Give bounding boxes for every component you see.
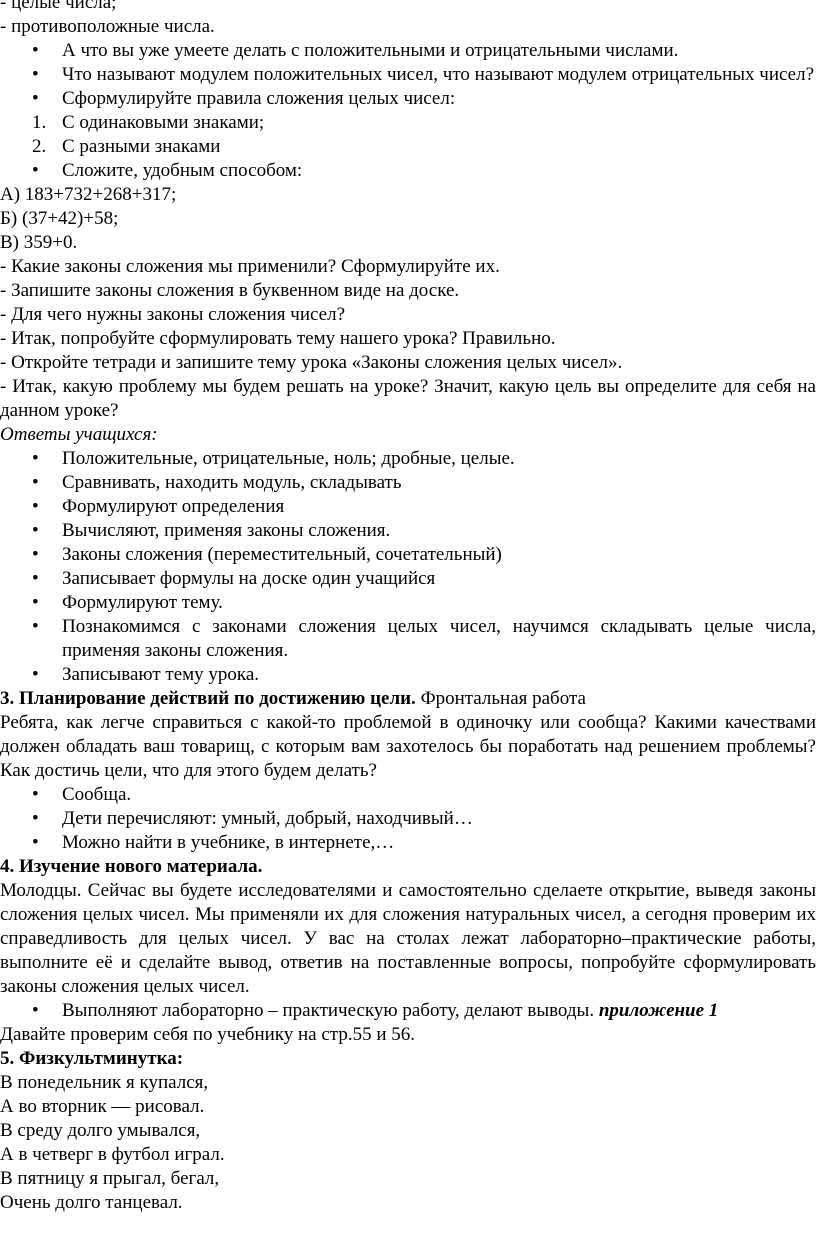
answer-item: • Законы сложения (переместительный, сочетательный) [0, 543, 816, 567]
task-item: • Сложите, удобным способом: [0, 159, 816, 183]
answer-item: • Сравнивать, находить модуль, складывать [0, 471, 816, 495]
section-3-bullet: • Дети перечисляют: умный, добрый, находчивый… [0, 807, 816, 831]
question-item: • Что называют модулем положительных чисел, что называют модулем отрицательных чисел? [0, 63, 816, 87]
dash-line: - Откройте тетради и запишите тему урока «Законы сложения целых чисел». [0, 352, 623, 373]
answer-item: • Записывает формулы на доске один учащийся [0, 567, 816, 591]
numbered-item [0, 111, 816, 135]
section-3-bullet: • Сообща. [0, 783, 816, 807]
dash-line: - Итак, попробуйте сформулировать тему нашего урока? Правильно. [0, 328, 556, 349]
section-4-check: Давайте проверим себя по учебнику на стр.55 и 56. [0, 1024, 415, 1045]
question-item: • Сформулируйте правила сложения целых чисел: [0, 87, 816, 111]
example-line: В) 359+0. [0, 232, 78, 253]
question-item: • А что вы уже умеете делать с положительными и отрицательными числами. [0, 39, 816, 63]
answer-item: • Формулируют тему. [0, 591, 816, 615]
item-text: С разными знаками [62, 136, 221, 157]
answer-item: • Формулируют определения [0, 495, 816, 519]
section-4-paragraph: Молодцы. Сейчас вы будете исследователями и самостоятельно сделаете открытие, выведя законы сложения целых чисел. Мы применяли их для сложения натуральных чисел, а сегодня проверим их справедливость для целых чисел. У вас на столах лежат лабораторно–практические работы, выполните её и сделайте вывод, ответив на поставленные вопросы, попробуйте сформулировать законы сложения целых чисел. [0, 880, 816, 997]
dash-line: - Запишите законы сложения в буквенном виде на доске. [0, 280, 460, 301]
item-text: С одинаковыми знаками; [62, 112, 265, 133]
example-line: Б) (37+42)+58; [0, 208, 119, 229]
appendix-reference: приложение 1 [598, 1000, 719, 1021]
section-4-heading: 4. Изучение нового материала. [0, 856, 263, 877]
numbered-item [0, 135, 816, 159]
poem-line: А во вторник — рисовал. [0, 1096, 205, 1117]
answer-item: • Записывают тему урока. [0, 663, 816, 687]
answer-item: • Познакомимся с законами сложения целых чисел, научимся складывать целые числа, применяя законы сложения. [0, 615, 816, 663]
item-number: 1. [32, 112, 47, 133]
section-3-paragraph: Ребята, как легче справиться с какой-то проблемой в одиночку или сообща? Какими качествами должен обладать ваш товарищ, с которым вам захотелось бы поработать над решением проблемы? Как достичь цели, что для этого будем делать? [0, 712, 816, 781]
poem-line: В среду долго умывался, [0, 1120, 201, 1141]
section-3-title: 3. Планирование действий по достижению цели. [0, 688, 416, 709]
poem-line: Очень долго танцевал. [0, 1192, 183, 1213]
poem-line: В пятницу я прыгал, бегал, [0, 1168, 220, 1189]
poem-line: В понедельник я купался, [0, 1072, 209, 1093]
intro-line: - целые числа; [0, 0, 117, 13]
example-line: А) 183+732+268+317; [0, 184, 177, 205]
section-3-bullet: • Можно найти в учебнике, в интернете,… [0, 831, 816, 855]
item-number: 2. [32, 136, 47, 157]
dash-line: - Какие законы сложения мы применили? Сформулируйте их. [0, 256, 500, 277]
section-4-bullet: • Выполняют лабораторно – практическую работу, делают выводы. приложение 1 [0, 999, 816, 1023]
poem-line: А в четверг в футбол играл. [0, 1144, 225, 1165]
intro-line: - противоположные числа. [0, 16, 215, 37]
answer-item: • Вычисляют, применяя законы сложения. [0, 519, 816, 543]
dash-line: - Итак, какую проблему мы будем решать на уроке? Значит, какую цель вы определите для себя на данном уроке? [0, 376, 816, 421]
section-3-suffix: Фронтальная работа [415, 688, 586, 709]
answers-label: Ответы учащихся: [0, 424, 158, 445]
section-3-heading [0, 687, 816, 711]
answer-item: • Положительные, отрицательные, ноль; дробные, целые. [0, 447, 816, 471]
dash-line: - Для чего нужны законы сложения чисел? [0, 304, 345, 325]
section-5-heading: 5. Физкультминутка: [0, 1048, 184, 1069]
